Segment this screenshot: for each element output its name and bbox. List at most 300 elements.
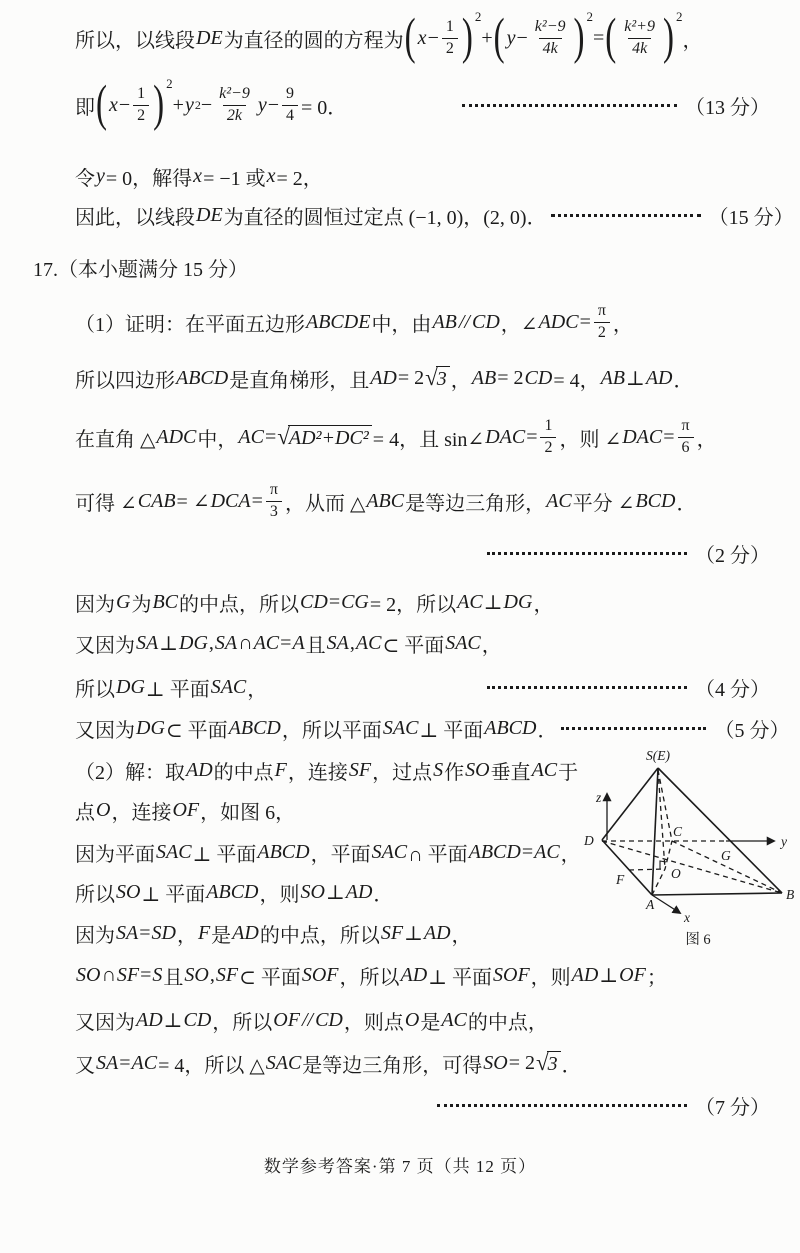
score-mark	[557, 714, 789, 743]
math-text: ∩	[238, 631, 253, 654]
math-text: =	[280, 631, 292, 654]
math-text: = 4，	[553, 369, 600, 392]
math-text: −	[427, 26, 439, 49]
math-variable: OF	[619, 963, 646, 986]
math-variable: AD	[370, 366, 397, 389]
math-variable: x	[109, 93, 118, 116]
math-variable: SOF	[301, 963, 339, 986]
line-simplified-eq	[75, 76, 770, 134]
math-variable: CD	[300, 590, 328, 613]
denominator: 6	[678, 437, 694, 457]
big-paren-close: )	[662, 9, 674, 66]
math-variable: ABCD	[484, 716, 537, 739]
math-text: ∩	[101, 963, 116, 986]
math-text: ⊥	[483, 591, 503, 614]
label-f: F	[616, 872, 625, 887]
math-text: −	[200, 93, 213, 116]
big-paren-close: )	[153, 76, 165, 133]
math-variable: AC	[131, 1051, 158, 1074]
math-text: =	[663, 425, 675, 448]
math-text: 是	[420, 1011, 441, 1034]
radical-sign: √	[425, 364, 438, 390]
math-text: ，连接	[287, 761, 348, 784]
math-text: ⊥	[626, 367, 645, 390]
math-text: ⊥ 平面	[419, 719, 484, 742]
math-variable: ADC	[538, 310, 579, 333]
math-text: ⊥	[325, 881, 345, 904]
math-text: = 4，且 sin∠	[372, 428, 485, 451]
math-variable: A	[292, 631, 305, 654]
fraction	[442, 19, 458, 58]
math-text: ,	[349, 631, 355, 654]
math-text: 17.（本小题满分 15 分）	[33, 258, 248, 281]
math-variable: SA	[136, 631, 159, 654]
math-text: （2 分）	[695, 544, 770, 567]
fraction	[620, 19, 659, 58]
math-text: −	[267, 93, 279, 116]
math-text: ．	[537, 719, 558, 742]
math-variable: CD	[183, 1008, 212, 1031]
math-text: ⊥	[163, 1009, 183, 1032]
math-text: = 2，	[276, 167, 323, 190]
square-root	[277, 425, 372, 450]
math-text: 即	[75, 96, 95, 119]
math-text: 在直角 △	[75, 428, 156, 451]
math-variable: DAC	[622, 425, 663, 448]
math-variable: SA	[96, 1051, 119, 1074]
math-text: （5 分）	[714, 719, 790, 742]
math-variable: DE	[196, 26, 223, 49]
math-variable: ABCD	[206, 880, 259, 903]
math-variable: AC	[531, 758, 558, 781]
math-variable: SA	[326, 631, 349, 654]
math-text: =	[328, 590, 341, 613]
edge-sa	[652, 768, 658, 895]
math-text: 平分 ∠	[572, 492, 635, 515]
math-text: ⊥	[404, 922, 423, 945]
math-text: 的中点，所以	[259, 924, 380, 947]
edge-ab	[652, 893, 782, 895]
big-paren-close: )	[573, 9, 585, 66]
math-text: ，过点	[372, 761, 433, 784]
math-text: ∩ 平面	[408, 843, 468, 866]
math-text: 是	[211, 924, 232, 947]
label-c: C	[673, 824, 683, 839]
line-midpoint-g	[75, 589, 770, 615]
segment-fo-dashed	[629, 869, 665, 870]
math-text: （13 分）	[685, 96, 770, 119]
math-text: 又因为	[75, 719, 135, 742]
dotted-leader	[551, 214, 701, 217]
numerator: k²−9	[219, 84, 250, 102]
line-so-value	[75, 1048, 770, 1078]
edge-sd	[602, 768, 658, 840]
line-dg-perp-plane	[75, 674, 770, 700]
math-text: ；	[646, 966, 667, 989]
math-text: 是直角梯形，且	[229, 369, 370, 392]
math-text: =	[264, 425, 277, 448]
math-text: 于	[558, 761, 579, 784]
line-solve-x	[75, 163, 770, 189]
math-text: 可得 ∠	[75, 492, 137, 515]
denominator: 2k	[223, 105, 246, 125]
math-text: =	[526, 425, 538, 448]
math-variable: SO	[300, 880, 325, 903]
math-variable: ABCD	[468, 840, 521, 863]
math-text: 为直径的圆的方程为	[223, 29, 404, 52]
math-text: 因此，以线段	[75, 206, 195, 229]
math-text: ，∠	[500, 313, 538, 336]
math-variable: O	[96, 798, 111, 821]
dotted-leader	[487, 552, 687, 555]
math-text: 是等边三角形，可得	[302, 1054, 483, 1077]
math-text: =	[139, 921, 151, 944]
math-text: 又	[75, 1054, 95, 1077]
math-text: −	[118, 93, 131, 116]
math-variable: y	[506, 26, 516, 49]
math-variable: x	[417, 26, 427, 49]
denominator: 2	[442, 38, 458, 58]
line-fixed-points	[75, 202, 794, 229]
math-text: （4 分）	[695, 678, 770, 701]
math-variable: SAC	[156, 840, 192, 863]
math-text: =	[251, 489, 263, 512]
numerator: k²−9	[534, 17, 566, 35]
math-text: ，则点	[343, 1011, 404, 1034]
fraction	[594, 303, 610, 342]
math-variable: AD	[136, 1008, 163, 1031]
line-de-circle-eq	[75, 6, 770, 70]
math-variable: y	[184, 93, 194, 116]
math-text: ，所以	[212, 1011, 273, 1034]
math-variable: ABCD	[257, 840, 310, 863]
score-mark	[458, 91, 770, 120]
math-variable: OF	[172, 798, 200, 821]
math-text: ，	[176, 924, 197, 947]
math-text: ．	[673, 369, 694, 392]
math-variable: SAC	[445, 631, 481, 654]
math-text: 又因为	[75, 634, 135, 657]
math-text: ⊥ 平面	[192, 843, 257, 866]
math-variable: AC	[253, 631, 280, 654]
math-text: ，	[247, 678, 268, 701]
math-text: 所以	[75, 678, 115, 701]
math-variable: SA	[116, 921, 139, 944]
math-variable: AD	[571, 963, 599, 986]
math-text: ⊥ 平面	[428, 966, 492, 989]
fraction	[531, 19, 570, 58]
fraction	[133, 86, 149, 125]
math-text: ，	[682, 29, 703, 52]
math-text: （15 分）	[708, 206, 794, 229]
superscript: 2	[194, 98, 201, 112]
math-text: ．	[561, 1054, 582, 1077]
math-text: =	[521, 840, 534, 863]
math-text: ⊂ 平面	[382, 634, 445, 657]
math-text: ，所以平面	[281, 719, 382, 742]
math-variable: DE	[196, 203, 223, 226]
math-text: （7 分）	[695, 1096, 770, 1119]
edge-da	[602, 840, 652, 895]
line-score-2	[75, 540, 770, 566]
math-text: ，	[481, 634, 502, 657]
math-variable: AB	[600, 366, 626, 389]
denominator: 3	[266, 501, 282, 521]
paren-exponent: 2	[586, 9, 593, 24]
score-mark	[547, 201, 794, 230]
math-text: ．	[373, 883, 394, 906]
math-text: = 2	[508, 1051, 536, 1074]
label-x-axis: x	[684, 910, 690, 925]
big-paren-close: )	[461, 9, 473, 66]
math-variable: AC	[441, 1008, 467, 1031]
math-variable: CAB	[137, 489, 176, 512]
math-variable: OF	[273, 1008, 300, 1031]
math-text: 的中点，	[467, 1011, 548, 1034]
label-a: A	[646, 897, 655, 912]
math-variable: SF	[215, 963, 239, 986]
math-text: 且	[305, 634, 326, 657]
segment-db-dashed	[602, 841, 782, 893]
numerator: k²+9	[624, 17, 655, 35]
math-text: ，从而 △	[284, 492, 366, 515]
paren-exponent: 2	[675, 9, 683, 24]
math-text: ⊥ 平面	[141, 883, 206, 906]
math-text: （2）解：取	[75, 761, 185, 784]
math-text: 垂直	[490, 761, 531, 784]
math-text: = ∠	[176, 490, 210, 513]
math-text: 中，	[197, 428, 238, 451]
math-text: 因为平面	[75, 843, 155, 866]
math-variable: AB	[432, 310, 457, 333]
math-variable: x	[266, 164, 276, 187]
math-variable: F	[197, 921, 211, 944]
math-variable: ABCD	[228, 716, 281, 739]
math-variable: G	[116, 590, 131, 613]
math-variable: AC	[534, 840, 560, 863]
math-variable: ADC	[156, 425, 197, 448]
paren-exponent: 2	[166, 76, 173, 91]
label-d: D	[584, 833, 594, 848]
math-text: ⊥ 平面	[145, 678, 210, 701]
math-text: = 0．	[301, 96, 348, 119]
math-variable: CD	[315, 1008, 343, 1031]
math-variable: SAC	[382, 716, 419, 739]
math-text: 为	[131, 593, 152, 616]
math-variable: SO	[116, 880, 141, 903]
line-equilateral	[75, 477, 770, 525]
math-text: 点	[75, 801, 95, 824]
math-text: 所以	[75, 883, 115, 906]
label-b: B	[786, 887, 795, 902]
math-text: ，	[696, 428, 717, 451]
label-o: O	[671, 866, 681, 881]
math-variable: DG	[136, 716, 165, 739]
math-variable: y	[257, 93, 267, 116]
math-variable: BCD	[635, 489, 676, 512]
line-sa-perp	[75, 630, 770, 656]
math-text: = 2，所以	[369, 593, 457, 616]
math-text: ，	[451, 924, 472, 947]
line-q17-header	[33, 254, 770, 280]
fraction	[678, 418, 694, 457]
radical-sign: √	[536, 1049, 549, 1075]
numerator: 1	[544, 416, 553, 434]
math-variable: S	[433, 758, 444, 781]
segment-ac-dashed	[652, 841, 672, 895]
math-text: ，连接	[111, 801, 172, 824]
math-text: =	[119, 1051, 131, 1074]
math-text: 且	[163, 966, 184, 989]
score-mark	[483, 673, 770, 702]
score-mark	[483, 539, 770, 568]
math-text: =	[579, 310, 591, 333]
label-apex: S(E)	[646, 748, 670, 763]
math-variable: SO	[483, 1051, 508, 1074]
paren-exponent: 2	[474, 9, 482, 24]
math-text: 令	[75, 167, 95, 190]
math-text: 又因为	[75, 1011, 135, 1034]
math-variable: SO	[184, 963, 209, 986]
math-variable: AC	[238, 425, 264, 448]
math-variable: CD	[524, 366, 553, 389]
denominator: 4k	[539, 38, 562, 58]
fraction	[266, 482, 282, 521]
math-variable: CG	[341, 590, 369, 613]
math-text: ,	[209, 963, 215, 986]
square-root	[536, 1051, 561, 1076]
math-text: 的中点	[213, 761, 274, 784]
page-footer: 数学参考答案·第 7 页（共 12 页）	[263, 1157, 537, 1176]
big-paren-open: (	[404, 9, 416, 66]
math-text: ，	[560, 843, 581, 866]
line-of-parallel	[75, 1007, 770, 1033]
math-variable: SAC	[371, 840, 408, 863]
math-text: 为直径的圆恒过定点 (−1, 0)，(2, 0)．	[223, 206, 547, 229]
math-text: = −1 或	[203, 167, 266, 190]
label-g: G	[721, 848, 731, 863]
math-variable: SO	[76, 963, 101, 986]
score-mark	[433, 1091, 770, 1120]
math-variable: AD	[345, 880, 373, 903]
math-variable: DG	[116, 675, 145, 698]
math-variable: SA	[214, 631, 238, 654]
radicand: AD²+DC²	[288, 425, 372, 450]
math-text: ，所以	[339, 966, 400, 989]
math-text: ，则	[259, 883, 300, 906]
math-text: ，则 ∠	[559, 428, 622, 451]
label-z-axis: z	[596, 790, 602, 805]
math-variable: SF	[348, 758, 372, 781]
math-variable: y	[96, 164, 105, 187]
big-paren-open: (	[605, 9, 617, 66]
fraction	[282, 86, 298, 125]
math-variable: AD	[645, 366, 673, 389]
segment-so-dashed	[658, 770, 665, 869]
math-text: 的中点，所以	[179, 593, 300, 616]
dotted-leader	[437, 1104, 687, 1107]
dotted-leader	[487, 686, 687, 689]
math-text: −	[516, 26, 528, 49]
math-variable: x	[193, 164, 203, 187]
math-text: =	[140, 963, 152, 986]
radicand: 3	[547, 1051, 561, 1076]
fraction	[540, 418, 556, 457]
dotted-leader	[561, 727, 706, 730]
radical-sign: √	[277, 423, 290, 449]
numerator: 9	[286, 84, 294, 102]
math-variable: DG	[503, 590, 533, 613]
math-variable: DG	[179, 631, 208, 654]
math-text: +	[481, 26, 493, 49]
line-trapezoid	[75, 365, 770, 391]
label-y-axis: y	[781, 834, 787, 849]
figure-6-diagram	[578, 746, 800, 958]
numerator: π	[269, 480, 278, 498]
math-variable: //	[458, 310, 470, 333]
math-variable: ABCDE	[306, 310, 371, 333]
math-variable: ABC	[366, 489, 405, 512]
math-variable: SAC	[210, 675, 247, 698]
numerator: 1	[445, 17, 454, 35]
big-paren-open: (	[493, 9, 505, 66]
math-variable: SF	[116, 963, 140, 986]
math-text: 因为	[75, 593, 115, 616]
line-ad-perp-sof	[75, 962, 770, 988]
math-variable: SD	[151, 921, 176, 944]
line-proof-1	[75, 298, 770, 346]
math-variable: ABCD	[176, 366, 229, 389]
math-text: 因为	[75, 924, 115, 947]
big-paren-open: (	[96, 76, 107, 133]
math-variable: BC	[152, 590, 179, 613]
math-text: ，	[533, 593, 554, 616]
math-variable: AC	[355, 631, 382, 654]
denominator: 2	[594, 322, 610, 342]
dotted-leader	[462, 104, 677, 107]
math-variable: AB	[471, 366, 497, 389]
radicand: 3	[436, 366, 450, 391]
math-text: ，则	[530, 966, 571, 989]
math-variable: AC	[546, 489, 572, 512]
math-variable: SO	[465, 758, 490, 781]
line-score-7	[75, 1092, 770, 1118]
numerator: 1	[137, 84, 146, 102]
denominator: 4	[282, 105, 298, 125]
x-axis	[652, 895, 680, 913]
math-variable: DCA	[210, 489, 251, 512]
numerator: π	[681, 416, 690, 434]
math-text: ⊂ 平面	[165, 719, 228, 742]
pyramid-figure	[578, 746, 800, 958]
math-text: +	[172, 93, 184, 116]
math-variable: DAC	[485, 425, 526, 448]
math-text: 是等边三角形，	[405, 492, 546, 515]
math-variable: SOF	[493, 963, 530, 986]
math-text: ，平面	[310, 843, 371, 866]
math-text: ．	[676, 492, 697, 515]
denominator: 4k	[628, 38, 651, 58]
fraction	[215, 86, 254, 125]
math-text: = 2	[397, 366, 425, 389]
math-text: ,	[208, 631, 214, 654]
math-variable: //	[301, 1008, 314, 1031]
math-text: ，	[612, 313, 633, 336]
math-variable: CD	[472, 310, 500, 333]
math-text: （1）证明：在平面五边形	[75, 313, 305, 336]
math-text: 所以四边形	[75, 369, 175, 392]
math-variable: AD	[186, 758, 213, 781]
